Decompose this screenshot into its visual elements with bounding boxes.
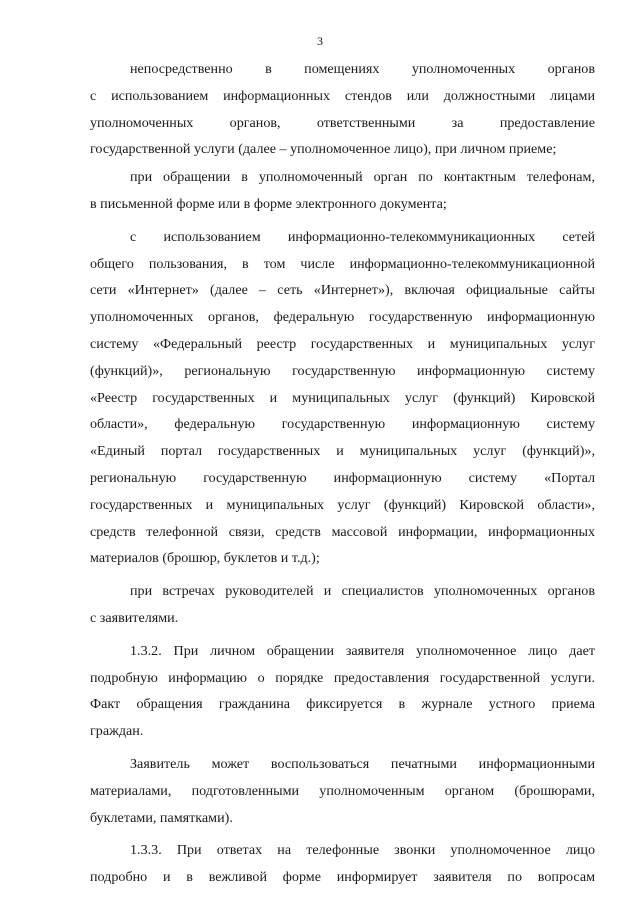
paragraph-meetings (90, 578, 595, 632)
text-line: 1.3.2. При личном обращении заявителя уполномоченное лицо дает (130, 642, 595, 659)
text-line: региональную государственную информационную систему «Портал (90, 469, 595, 486)
text-line: общего пользования, в том числе информационно-телекоммуникационной (90, 255, 595, 272)
text-line: уполномоченных органов, федеральную государственную информационную (90, 309, 595, 326)
text-line: Факт обращения гражданина фиксируется в журнале устного приема (90, 696, 595, 713)
text-line: 1.3.3. При ответах на телефонные звонки уполномоченное лицо (130, 842, 595, 859)
text-line: средств телефонной связи, средств массовой информации, информационных (90, 523, 595, 540)
text-line: подробную информацию о порядке предоставления государственной услуги. (90, 669, 595, 686)
document-body (90, 56, 595, 891)
text-line: области», федеральную государственную информационную систему (90, 416, 595, 433)
text-line: государственных и муниципальных услуг (функций) Кировской области», (90, 496, 595, 513)
text-line: Заявитель может воспользоваться печатными информационными (130, 755, 595, 772)
paragraph-in-premises (90, 56, 595, 163)
text-line: подробно и в вежливой форме информирует заявителя по вопросам (90, 869, 595, 886)
text-line: «Единый портал государственных и муниципальных услуг (функций)», (90, 443, 595, 460)
text-line: с использованием информационно-телекоммуникационных сетей (130, 228, 595, 245)
text-line: «Реестр государственных и муниципальных услуг (функций) Кировской (90, 389, 595, 406)
paragraph-section-1-3-3 (90, 837, 595, 891)
text-line: (функций)», региональную государственную информационную систему (90, 362, 595, 379)
paragraph-section-1-3-2 (90, 638, 595, 745)
text-line: с заявителями. (90, 609, 179, 626)
page-number: 3 (317, 34, 323, 48)
text-line: сети «Интернет» (далее – сеть «Интернет»), включая официальные сайты (90, 282, 595, 299)
text-line: государственной услуги (далее – уполномоченное лицо), при личном приеме; (90, 141, 557, 158)
text-line: граждан. (90, 723, 144, 740)
text-line: при обращении в уполномоченный орган по контактным телефонам, (130, 169, 595, 186)
text-line: материалов (брошюр, буклетов и т.д.); (90, 550, 320, 567)
text-line: в письменной форме или в форме электронного документа; (90, 195, 447, 212)
text-line: буклетами, памятками). (90, 809, 233, 826)
text-line: при встречах руководителей и специалистов уполномоченных органов (130, 583, 595, 600)
text-line: уполномоченных органов, ответственными за предоставление (90, 114, 595, 131)
paragraph-internet (90, 224, 595, 572)
text-line: непосредственно в помещениях уполномоченных органов (130, 61, 595, 77)
text-line: систему «Федеральный реестр государственных и муниципальных услуг (90, 335, 595, 352)
text-line: материалами, подготовленными уполномоченным органом (брошюрами, (90, 782, 595, 799)
text-line: с использованием информационных стендов или должностными лицами (90, 87, 595, 104)
paragraph-by-phone (90, 164, 595, 218)
paragraph-printed-materials (90, 751, 595, 831)
